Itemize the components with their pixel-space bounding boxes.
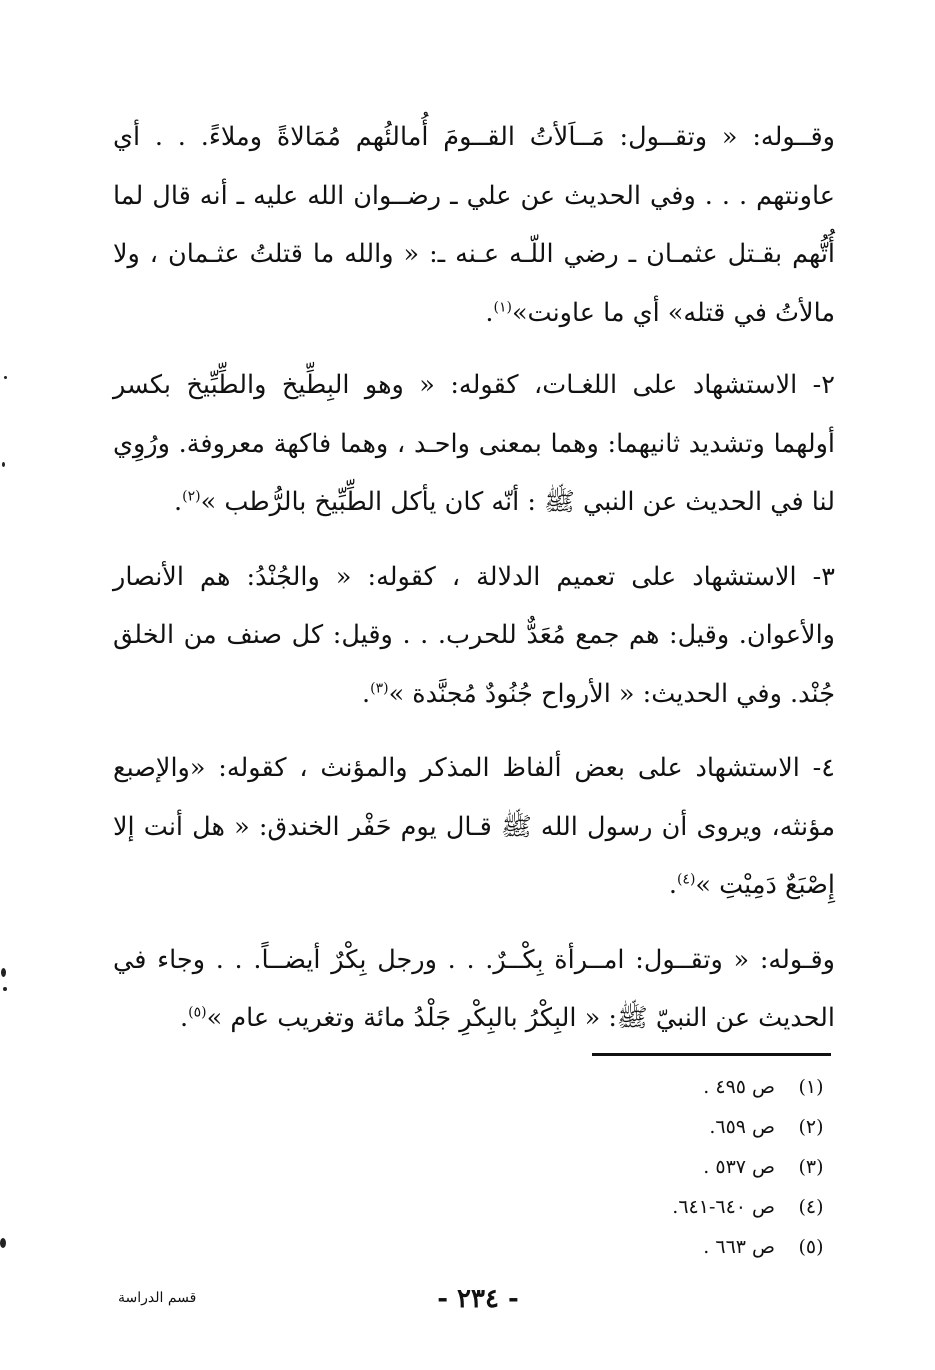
footnote-ref: (٢) [182,488,201,505]
footnote-ref: (١) [493,299,512,315]
paragraph-text: ٢- الاستشهاد على اللغـات، كقوله: « وهو البِطِّيخ والطِّبِّيخ بكسر أولهما وتشديد ثانيهما: وهما بمعنى واحـد ، وهما فاكهة معروفة. ورُوِي لنا في الحديث عن النبي ﷺ : أنّه كان يأكل الطِّبِّيخ بالرُّطب » [113,370,835,517]
scan-speck [1,968,6,977]
paragraph-1 [113,108,835,342]
footnote-item [413,1227,833,1267]
paragraph-3 [113,548,835,724]
footnote-item [413,1067,833,1107]
paragraph-end: . [361,678,371,709]
paragraph-text: وقـوله: « وتقــول: امــرأة بِكْــرٌ. . . ورجل بِكْرٌ أيضــاً. . . وجاء في الحديث عن النبيّ ﷺ: « البِكْرُ بالبِكْرِ جَلْدُ مائة وتغريب عام » [113,944,835,1033]
footnote-number: (١) [798,1076,824,1098]
footnote-ref: (٥) [188,1004,207,1021]
body-text [113,108,835,1064]
footnote-text: ص ٦٦٣ . [703,1236,775,1258]
footnote-number: (٤) [798,1196,824,1218]
footnote-number: (٣) [798,1156,824,1178]
footnote-item [413,1187,833,1227]
paragraph-4 [113,739,835,915]
scan-speck [4,376,7,379]
footnote-item [413,1107,833,1147]
footnote-number: (٥) [798,1236,824,1258]
paragraph-text: وقــوله: « وتقــول: مَــاَلأتُ القــومَ أُمالئُهم مُمَالاةً وملاءً. . . أي عاونتهم . . . وفي الحديث عن علي ـ رضــوان الله عليه ـ أنه قال لما أُتُّهم بقـتل عثمـان ـ رضي اللّـه عـنه ـ: « والله ما قتلتُ عثـمان ، ولا مالأتُ في قتله» أي ما عاونت» [113,122,835,328]
paragraph-5 [113,931,835,1048]
footnote-text: ص ٤٩٥ . [703,1076,775,1098]
footnote-ref: (٣) [370,680,389,696]
footnotes [413,1067,833,1267]
page-number: - ٢٣٤ - [437,1284,519,1314]
paragraph-end: . [668,870,677,900]
section-label: قسم الدراسة [118,1290,197,1306]
footnote-text: ص ٦٤٠-٦٤١. [672,1196,775,1218]
paragraph-text: ٣- الاستشهاد على تعميم الدلالة ، كقوله: « والجُنْدُ: هم الأنصار والأعوان. وقيل: هم جمع مُعَدٌّ للحرب. . . وقيل: كل صنف من الخلق جُنْد. وفي الحديث: « الأرواح جُنُودٌ مُجنَّدة » [113,561,835,709]
paragraph-end: . [180,1003,189,1033]
footnote-item [413,1147,833,1187]
paragraph-end: . [174,487,183,517]
footnote-number: (٢) [798,1116,824,1138]
paragraph-end: . [485,297,494,328]
footnote-text: ص ٥٣٧ . [703,1156,775,1178]
paragraph-text: ٤- الاستشهاد على بعض ألفاظ المذكر والمؤنث ، كقوله: «والإصبع مؤنثه، ويروى أن رسول الله ﷺ قـال يوم حَفْر الخندق: « هل أنت إلا إِصْبَعٌ دَمِيْتِ » [113,753,835,900]
scan-speck [2,462,5,467]
scan-speck [0,1238,6,1248]
footnote-text: ص ٦٥٩. [709,1116,775,1138]
footnote-ref: (٤) [676,871,696,888]
footnote-separator [592,1053,831,1056]
scan-speck [3,987,7,991]
paragraph-2 [113,356,835,532]
